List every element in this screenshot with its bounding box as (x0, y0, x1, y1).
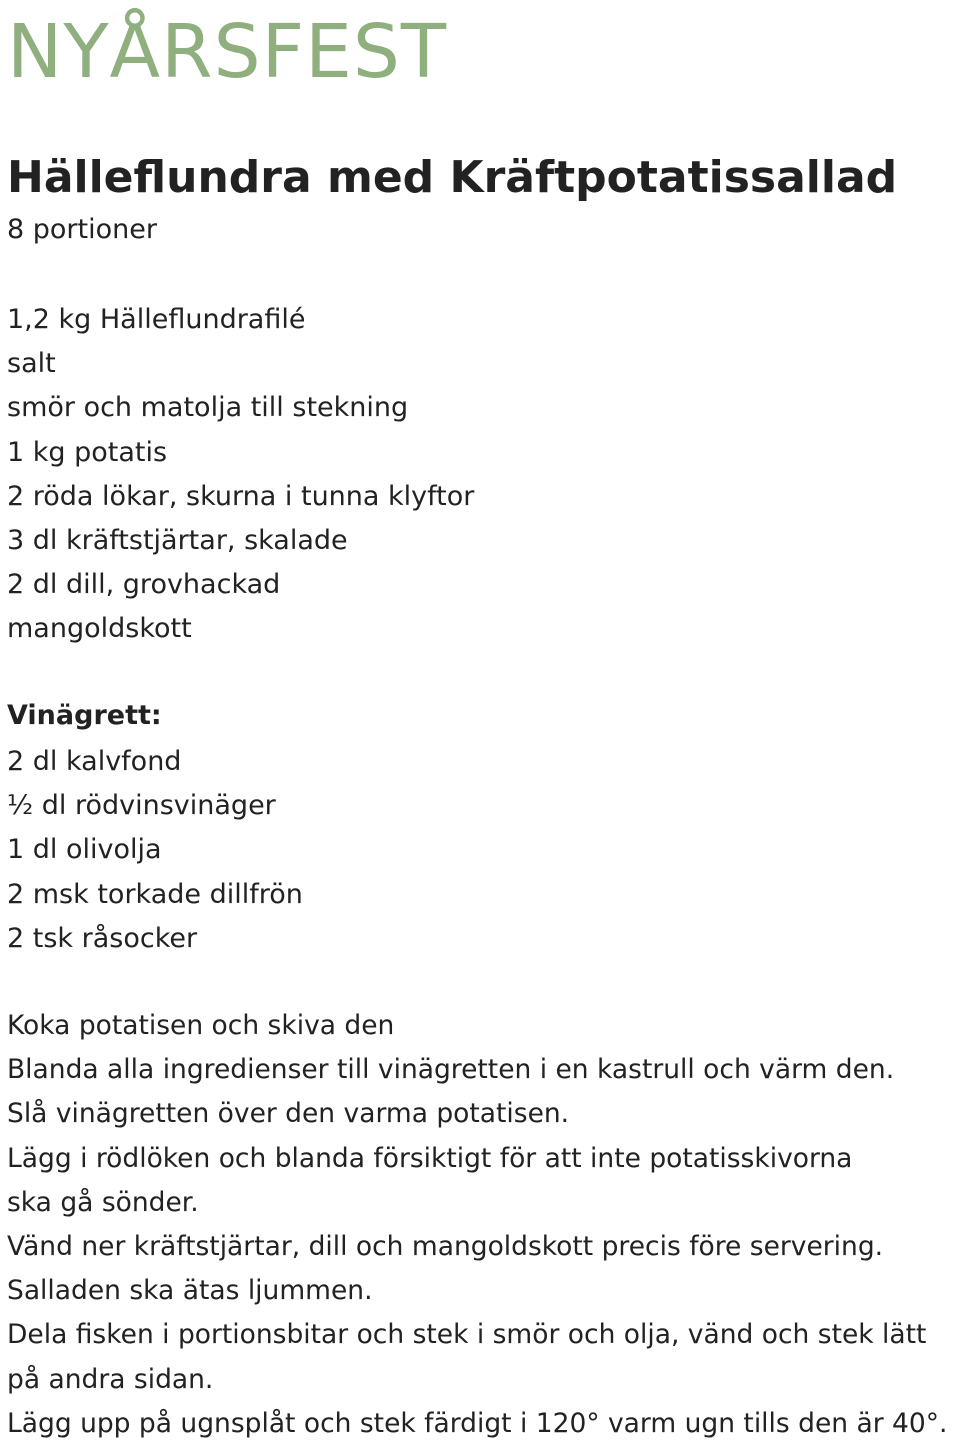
ingredient-item: salt (7, 348, 56, 380)
vinaigrette-heading: Vinägrett: (7, 700, 162, 731)
ingredient-item: smör och matolja till stekning (7, 392, 409, 424)
instruction-line: Dela fisken i portionsbitar och stek i smör och olja, vänd och stek lätt (7, 1319, 927, 1351)
instruction-line: Blanda alla ingredienser till vinägretten i en kastrull och värm den. (7, 1054, 895, 1086)
instruction-line: Salladen ska ätas ljummen. (7, 1275, 373, 1307)
vinaigrette-item: 2 dl kalvfond (7, 746, 182, 777)
vinaigrette-item: ½ dl rödvinsvinäger (7, 790, 276, 822)
recipe-title: Hälleflundra med Kräftpotatissallad (7, 152, 898, 203)
vinaigrette-item: 2 tsk råsocker (7, 922, 198, 954)
instruction-line: Vänd ner kräftstjärtar, dill och mangoldskott precis före servering. (7, 1230, 884, 1262)
section-title: NYÅRSFEST (7, 9, 448, 95)
vinaigrette-list (7, 740, 303, 961)
instructions (7, 1004, 947, 1446)
instruction-line: Lägg upp på ugnsplåt och stek färdigt i 120° varm ugn tills den är 40°. (7, 1407, 948, 1439)
instruction-line: Lägg i rödlöken och blanda försiktigt för att inte potatisskivorna (7, 1142, 853, 1174)
vinaigrette-item: 2 msk torkade dillfrön (7, 878, 303, 910)
ingredient-list (7, 298, 474, 652)
ingredient-item: 1,2 kg Hälleflundrafilé (7, 304, 306, 335)
ingredient-item: 1 kg potatis (7, 436, 168, 468)
ingredient-item: mangoldskott (7, 613, 192, 645)
ingredient-item: 3 dl kräftstjärtar, skalade (7, 524, 348, 556)
instruction-line: Slå vinägretten över den varma potatisen. (7, 1098, 570, 1130)
instruction-line: ska gå sönder. (7, 1186, 199, 1218)
servings: 8 portioner (7, 214, 157, 245)
instruction-line: Koka potatisen och skiva den (7, 1010, 395, 1041)
ingredient-item: 2 röda lökar, skurna i tunna klyftor (7, 480, 475, 512)
ingredient-item: 2 dl dill, grovhackad (7, 569, 281, 601)
instruction-line: på andra sidan. (7, 1363, 214, 1395)
vinaigrette-item: 1 dl olivolja (7, 834, 162, 866)
